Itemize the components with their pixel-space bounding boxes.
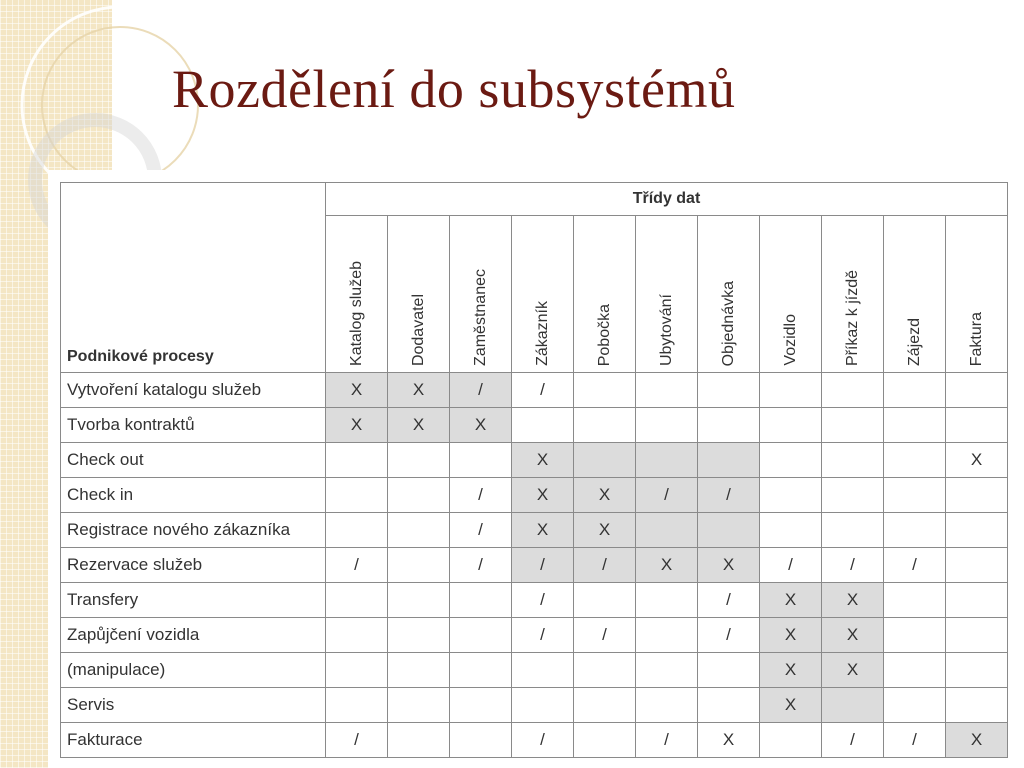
column-header-label: Zaměstnanec xyxy=(471,269,489,366)
matrix-cell xyxy=(388,583,450,618)
matrix-cell: / xyxy=(884,548,946,583)
matrix-cell: X xyxy=(512,478,574,513)
column-header-label: Zákazník xyxy=(533,301,551,366)
matrix-cell xyxy=(946,513,1008,548)
matrix-cell: / xyxy=(450,478,512,513)
matrix-cell xyxy=(698,653,760,688)
table-row xyxy=(61,548,1008,583)
matrix-cell: / xyxy=(326,723,388,758)
process-name: Zapůjčení vozidla xyxy=(61,618,326,653)
table-row xyxy=(61,688,1008,723)
matrix-cell: X xyxy=(698,548,760,583)
column-header xyxy=(822,216,884,373)
data-classes-header: Třídy dat xyxy=(326,183,1008,216)
matrix-cell xyxy=(946,478,1008,513)
table-row xyxy=(61,373,1008,408)
matrix-cell xyxy=(636,688,698,723)
column-header-label: Vozidlo xyxy=(781,314,799,366)
matrix-cell xyxy=(636,373,698,408)
column-header-label: Pobočka xyxy=(595,303,613,366)
matrix-cell: X xyxy=(698,723,760,758)
matrix-cell: / xyxy=(512,583,574,618)
matrix-cell xyxy=(884,408,946,443)
matrix-cell xyxy=(884,583,946,618)
matrix-cell xyxy=(822,408,884,443)
process-name: Fakturace xyxy=(61,723,326,758)
table-row xyxy=(61,408,1008,443)
matrix-cell xyxy=(450,583,512,618)
matrix-cell xyxy=(574,373,636,408)
matrix-cell: X xyxy=(822,618,884,653)
matrix-cell: / xyxy=(698,618,760,653)
matrix-cell xyxy=(388,723,450,758)
column-header xyxy=(698,216,760,373)
matrix-cell xyxy=(574,688,636,723)
matrix-cell xyxy=(512,408,574,443)
column-header xyxy=(884,216,946,373)
matrix-cell: / xyxy=(512,373,574,408)
column-header-label: Dodavatel xyxy=(409,293,427,366)
process-name: Servis xyxy=(61,688,326,723)
matrix-cell xyxy=(884,688,946,723)
matrix-cell: / xyxy=(574,548,636,583)
matrix-cell xyxy=(636,408,698,443)
process-name: Vytvoření katalogu služeb xyxy=(61,373,326,408)
matrix-cell: X xyxy=(450,408,512,443)
table-row xyxy=(61,723,1008,758)
matrix-cell xyxy=(388,443,450,478)
process-name: Rezervace služeb xyxy=(61,548,326,583)
process-name: Check out xyxy=(61,443,326,478)
matrix-cell xyxy=(946,408,1008,443)
matrix-cell xyxy=(636,653,698,688)
matrix-cell xyxy=(822,443,884,478)
table-body xyxy=(61,373,1008,758)
table-row xyxy=(61,618,1008,653)
matrix-cell xyxy=(698,408,760,443)
matrix-cell: / xyxy=(760,548,822,583)
matrix-cell xyxy=(574,443,636,478)
matrix-cell: / xyxy=(512,618,574,653)
process-name: Registrace nového zákazníka xyxy=(61,513,326,548)
matrix-cell: / xyxy=(822,723,884,758)
matrix-cell xyxy=(512,653,574,688)
matrix-cell xyxy=(760,373,822,408)
matrix-cell xyxy=(326,443,388,478)
matrix-cell xyxy=(450,443,512,478)
matrix-cell xyxy=(698,373,760,408)
matrix-cell xyxy=(884,513,946,548)
matrix-cell xyxy=(760,408,822,443)
matrix-cell: X xyxy=(388,373,450,408)
table-row xyxy=(61,478,1008,513)
matrix-cell xyxy=(822,513,884,548)
process-name: Check in xyxy=(61,478,326,513)
matrix-cell xyxy=(698,443,760,478)
matrix-cell xyxy=(450,618,512,653)
table-row xyxy=(61,583,1008,618)
matrix-cell xyxy=(388,653,450,688)
matrix-cell xyxy=(946,548,1008,583)
matrix-cell xyxy=(698,688,760,723)
matrix-cell xyxy=(698,513,760,548)
matrix-cell xyxy=(388,548,450,583)
matrix-cell xyxy=(884,443,946,478)
matrix-cell xyxy=(574,408,636,443)
matrix-cell: X xyxy=(574,513,636,548)
matrix-cell xyxy=(946,653,1008,688)
matrix-cell: / xyxy=(512,548,574,583)
matrix-cell xyxy=(636,513,698,548)
matrix-cell: X xyxy=(326,408,388,443)
matrix-cell: X xyxy=(326,373,388,408)
column-header-label: Ubytování xyxy=(657,293,675,366)
matrix-cell: / xyxy=(822,548,884,583)
matrix-cell xyxy=(760,723,822,758)
column-header xyxy=(946,216,1008,373)
column-header xyxy=(388,216,450,373)
matrix-cell xyxy=(388,513,450,548)
matrix-cell: X xyxy=(388,408,450,443)
table-row xyxy=(61,443,1008,478)
matrix-cell: X xyxy=(760,653,822,688)
matrix-cell: / xyxy=(450,373,512,408)
matrix-cell xyxy=(636,443,698,478)
matrix-cell: / xyxy=(884,723,946,758)
matrix-cell: X xyxy=(760,688,822,723)
matrix-cell xyxy=(326,688,388,723)
matrix-cell: X xyxy=(946,723,1008,758)
subsystem-matrix-table xyxy=(60,182,1008,758)
column-header xyxy=(574,216,636,373)
matrix-cell: / xyxy=(574,618,636,653)
process-name: Transfery xyxy=(61,583,326,618)
process-name: Tvorba kontraktů xyxy=(61,408,326,443)
matrix-cell xyxy=(822,373,884,408)
matrix-cell xyxy=(388,618,450,653)
matrix-cell xyxy=(388,478,450,513)
matrix-cell xyxy=(946,373,1008,408)
matrix-cell: / xyxy=(326,548,388,583)
matrix-cell: X xyxy=(512,443,574,478)
matrix-cell: / xyxy=(698,478,760,513)
matrix-cell: / xyxy=(450,513,512,548)
table-row xyxy=(61,513,1008,548)
matrix-cell: X xyxy=(946,443,1008,478)
matrix-cell xyxy=(884,618,946,653)
matrix-cell xyxy=(574,653,636,688)
matrix-cell xyxy=(326,618,388,653)
matrix-cell xyxy=(388,688,450,723)
matrix-cell xyxy=(326,513,388,548)
column-header-label: Příkaz k jízdě xyxy=(843,269,861,366)
matrix-cell xyxy=(450,653,512,688)
matrix-cell: X xyxy=(512,513,574,548)
column-header xyxy=(636,216,698,373)
matrix-cell xyxy=(946,583,1008,618)
matrix-cell: / xyxy=(636,723,698,758)
matrix-cell xyxy=(512,688,574,723)
column-header-label: Objednávka xyxy=(719,280,737,366)
matrix-cell xyxy=(574,723,636,758)
matrix-cell xyxy=(760,478,822,513)
column-header-label: Zájezd xyxy=(905,317,923,366)
matrix-cell xyxy=(884,653,946,688)
matrix-cell: X xyxy=(760,618,822,653)
matrix-cell: / xyxy=(512,723,574,758)
matrix-cell xyxy=(884,478,946,513)
column-header xyxy=(760,216,822,373)
process-column-header: Podnikové procesy xyxy=(61,183,326,373)
matrix-cell xyxy=(884,373,946,408)
column-header xyxy=(450,216,512,373)
matrix-cell: X xyxy=(822,653,884,688)
matrix-cell xyxy=(450,688,512,723)
column-header xyxy=(512,216,574,373)
matrix-cell: X xyxy=(636,548,698,583)
column-header-label: Katalog služeb xyxy=(347,261,365,366)
matrix-cell xyxy=(760,443,822,478)
matrix-cell xyxy=(326,653,388,688)
column-header xyxy=(326,216,388,373)
matrix-cell: X xyxy=(574,478,636,513)
matrix-cell xyxy=(946,618,1008,653)
matrix-cell xyxy=(326,478,388,513)
matrix-cell: / xyxy=(450,548,512,583)
matrix-cell xyxy=(326,583,388,618)
matrix-cell: X xyxy=(760,583,822,618)
table-row xyxy=(61,653,1008,688)
matrix-cell xyxy=(946,688,1008,723)
slide-title: Rozdělení do subsystémů xyxy=(172,59,736,119)
column-header-label: Faktura xyxy=(967,311,985,366)
matrix-cell xyxy=(822,478,884,513)
matrix-cell xyxy=(574,583,636,618)
matrix-cell xyxy=(760,513,822,548)
matrix-cell xyxy=(636,583,698,618)
matrix-cell xyxy=(636,618,698,653)
matrix-cell xyxy=(822,688,884,723)
process-name: (manipulace) xyxy=(61,653,326,688)
matrix-cell: X xyxy=(822,583,884,618)
matrix-cell: / xyxy=(636,478,698,513)
matrix-cell: / xyxy=(698,583,760,618)
matrix-cell xyxy=(450,723,512,758)
